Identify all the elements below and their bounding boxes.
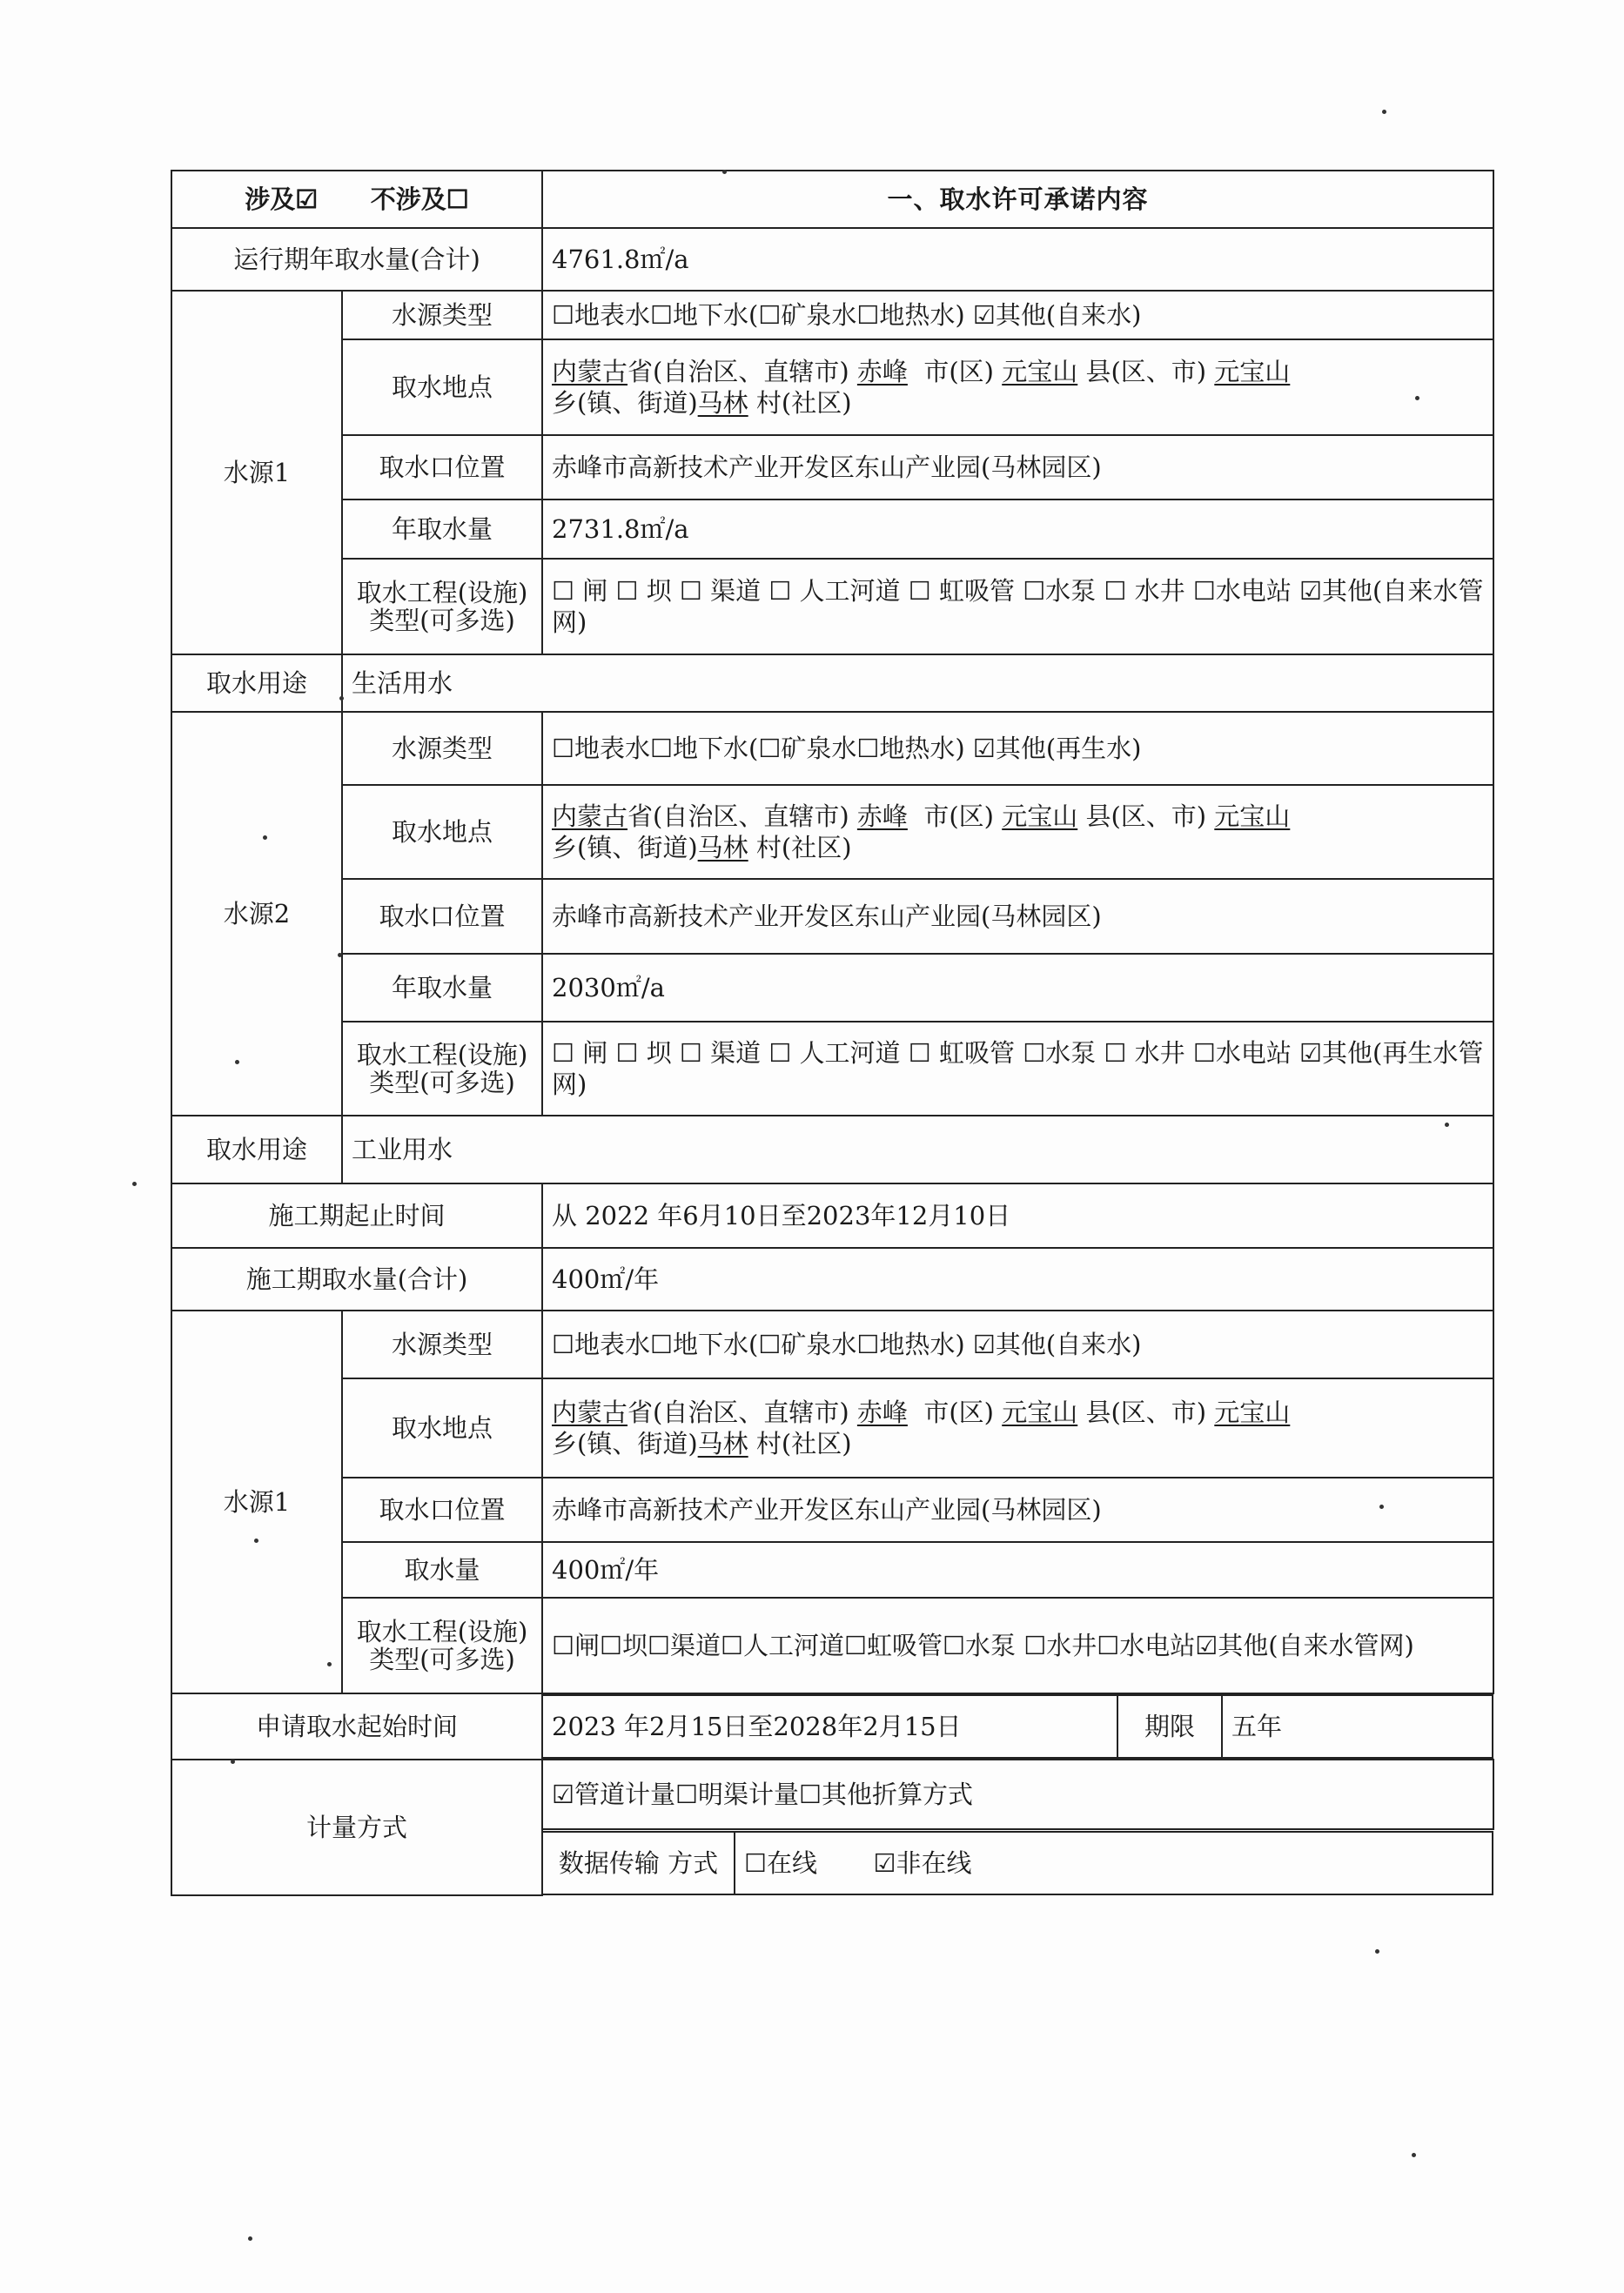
scan-speck <box>1445 1123 1449 1127</box>
source1-type-row <box>171 291 1493 339</box>
scan-speck <box>722 170 727 174</box>
construction-total-label: 施工期取水量(合计) <box>171 1248 542 1311</box>
town: 元宝山 <box>1214 357 1291 386</box>
source3-location-row <box>171 1378 1493 1478</box>
metering-transfer-cell <box>542 1829 1493 1895</box>
source2-outlet-row <box>171 879 1493 954</box>
scan-speck <box>231 1760 235 1764</box>
construction-total-value: 400㎡/年 <box>542 1248 1493 1311</box>
source1-location-row <box>171 339 1493 435</box>
scan-speck <box>1375 1949 1379 1954</box>
transfer-options <box>735 1832 1493 1894</box>
source1-facility-label: 取水工程(设施)类型(可多选) <box>342 559 542 654</box>
operation-total-row <box>171 228 1493 291</box>
source2-type-value: ☐地表水☐地下水(☐矿泉水☐地热水) ☑其他(再生水) <box>542 712 1493 785</box>
source2-facility-value: ☐ 闸 ☐ 坝 ☐ 渠道 ☐ 人工河道 ☐ 虹吸管 ☐水泵 ☐ 水井 ☐水电站 ☑其他(再生水管网) <box>542 1022 1493 1116</box>
construction-period-row <box>171 1183 1493 1248</box>
construction-period-value: 从 2022 年6月10日至2023年12月10日 <box>542 1183 1493 1248</box>
metering-method-value: ☑管道计量☐明渠计量☐其他折算方式 <box>542 1760 1493 1829</box>
source3-outlet-label: 取水口位置 <box>342 1478 542 1542</box>
source3-outlet-value: 赤峰市高新技术产业开发区东山产业园(马林园区) <box>542 1478 1493 1542</box>
scan-speck <box>339 696 344 701</box>
use2-value: 工业用水 <box>342 1116 1493 1183</box>
source1-outlet-value: 赤峰市高新技术产业开发区东山产业园(马林园区) <box>542 435 1493 499</box>
metering-method-row <box>171 1760 1493 1829</box>
application-row <box>171 1693 1493 1760</box>
source1-outlet-row <box>171 435 1493 499</box>
source3-outlet-row <box>171 1478 1493 1542</box>
application-start-cell <box>542 1693 1493 1760</box>
source1-facility-value: ☐ 闸 ☐ 坝 ☐ 渠道 ☐ 人工河道 ☐ 虹吸管 ☐水泵 ☐ 水井 ☐水电站 ☑其他(自来水管网) <box>542 559 1493 654</box>
offline-checkbox[interactable]: ☑非在线 <box>873 1847 972 1878</box>
scan-speck <box>254 1539 258 1543</box>
application-start-value: 2023 年2月15日至2028年2月15日 <box>543 1695 1117 1758</box>
source2-type-label: 水源类型 <box>342 712 542 785</box>
use1-row <box>171 654 1493 712</box>
source3-annual-value: 400㎡/年 <box>542 1542 1493 1598</box>
source3-type-value: ☐地表水☐地下水(☐矿泉水☐地热水) ☑其他(自来水) <box>542 1311 1493 1378</box>
source1-annual-row <box>171 499 1493 559</box>
source2-location-label: 取水地点 <box>342 785 542 879</box>
source3-facility-row <box>171 1598 1493 1693</box>
scan-speck <box>1415 396 1419 400</box>
source2-outlet-label: 取水口位置 <box>342 879 542 954</box>
metering-label: 计量方式 <box>171 1760 542 1895</box>
not-involved-checkbox[interactable]: 不涉及☐ <box>370 184 469 214</box>
scan-speck <box>132 1182 137 1186</box>
source1-location-value: 内蒙古省(自治区、直辖市) 赤峰 市(区) 元宝山 县(区、市) 元宝山 乡(镇、街道)马林 村(社区) <box>542 339 1493 435</box>
scan-speck <box>1412 2153 1416 2157</box>
source2-outlet-value: 赤峰市高新技术产业开发区东山产业园(马林园区) <box>542 879 1493 954</box>
scan-speck <box>248 2236 252 2241</box>
source1-group-label: 水源1 <box>171 291 342 654</box>
involved-checkbox[interactable]: 涉及☑ <box>245 184 319 214</box>
form-title: 一、取水许可承诺内容 <box>542 171 1493 228</box>
scan-speck <box>235 1060 239 1064</box>
source2-type-row <box>171 712 1493 785</box>
scan-speck <box>263 835 267 840</box>
source2-annual-label: 年取水量 <box>342 954 542 1022</box>
use1-label: 取水用途 <box>171 654 342 712</box>
scan-speck <box>338 953 342 957</box>
transfer-label: 数据传输 方式 <box>543 1832 735 1894</box>
operation-total-label: 运行期年取水量(合计) <box>171 228 542 291</box>
city: 赤峰 <box>856 357 908 386</box>
source2-group-label: 水源2 <box>171 712 342 1116</box>
source3-location-value: 内蒙古省(自治区、直辖市) 赤峰 市(区) 元宝山 县(区、市) 元宝山 乡(镇、街道)马林 村(社区) <box>542 1378 1493 1478</box>
village: 马林 <box>697 388 748 418</box>
scan-speck <box>1379 1505 1384 1509</box>
source1-annual-label: 年取水量 <box>342 499 542 559</box>
source3-facility-label: 取水工程(设施)类型(可多选) <box>342 1598 542 1693</box>
county: 元宝山 <box>1002 357 1078 386</box>
use2-label: 取水用途 <box>171 1116 342 1183</box>
use1-value: 生活用水 <box>342 654 1493 712</box>
source3-facility-value: ☐闸☐坝☐渠道☐人工河道☐虹吸管☐水泵 ☐水井☐水电站☑其他(自来水管网) <box>542 1598 1493 1693</box>
online-checkbox[interactable]: ☐在线 <box>744 1847 818 1878</box>
source3-group-label: 水源1 <box>171 1311 342 1693</box>
source1-facility-row <box>171 559 1493 654</box>
term-value: 五年 <box>1222 1695 1493 1758</box>
construction-total-row <box>171 1248 1493 1311</box>
source3-annual-label: 取水量 <box>342 1542 542 1598</box>
use2-row <box>171 1116 1493 1183</box>
operation-total-value: 4761.8㎡/a <box>542 228 1493 291</box>
term-label: 期限 <box>1117 1695 1222 1758</box>
source3-type-row <box>171 1311 1493 1378</box>
source2-annual-value: 2030㎡/a <box>542 954 1493 1022</box>
involvement-cell <box>171 171 542 228</box>
source3-type-label: 水源类型 <box>342 1311 542 1378</box>
source2-location-value: 内蒙古省(自治区、直辖市) 赤峰 市(区) 元宝山 县(区、市) 元宝山 乡(镇、街道)马林 村(社区) <box>542 785 1493 879</box>
source1-type-value: ☐地表水☐地下水(☐矿泉水☐地热水) ☑其他(自来水) <box>542 291 1493 339</box>
header-row <box>171 171 1493 228</box>
source1-annual-value: 2731.8㎡/a <box>542 499 1493 559</box>
construction-period-label: 施工期起止时间 <box>171 1183 542 1248</box>
water-permit-commitment-table <box>171 170 1494 1896</box>
source2-facility-label: 取水工程(设施)类型(可多选) <box>342 1022 542 1116</box>
scan-speck <box>1382 110 1386 114</box>
application-start-label: 申请取水起始时间 <box>171 1693 542 1760</box>
source1-type-label: 水源类型 <box>342 291 542 339</box>
source1-location-label: 取水地点 <box>342 339 542 435</box>
source3-annual-row <box>171 1542 1493 1598</box>
scan-speck <box>327 1662 332 1666</box>
source1-outlet-label: 取水口位置 <box>342 435 542 499</box>
province: 内蒙古 <box>552 357 628 386</box>
source2-location-row <box>171 785 1493 879</box>
source2-facility-row <box>171 1022 1493 1116</box>
source2-annual-row <box>171 954 1493 1022</box>
source3-location-label: 取水地点 <box>342 1378 542 1478</box>
